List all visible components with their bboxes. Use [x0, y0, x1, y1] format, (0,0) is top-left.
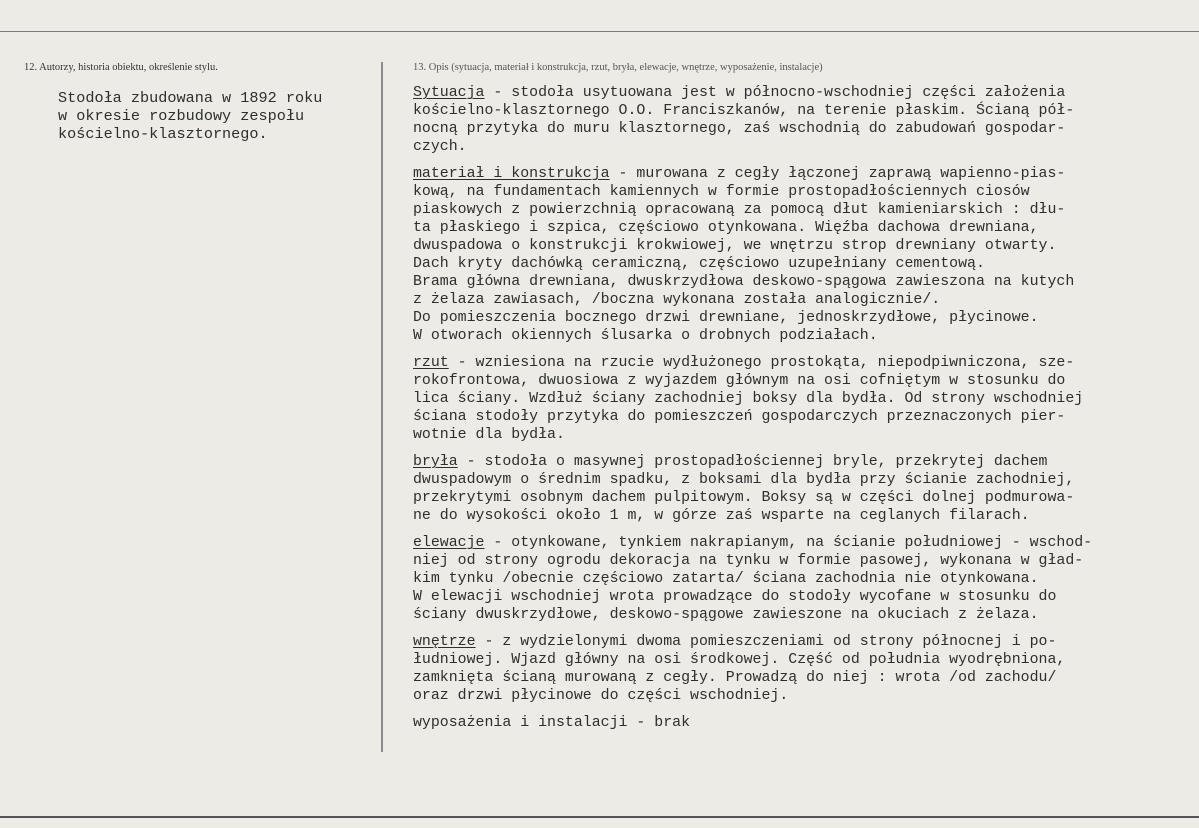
section-line: W elewacji wschodniej wrota prowadzące do stodoły wycofane w stosunku do [413, 589, 1057, 605]
history-line: Stodoła zbudowana w 1892 roku [58, 89, 323, 107]
section-line [413, 633, 1153, 651]
top-rule [0, 31, 1199, 32]
section-line: łudniowej. Wjazd główny na osi środkowej. Część od południa wyodrębniona, [413, 652, 1066, 668]
section-wnętrze [413, 633, 1153, 705]
section-line: Dach kryty dachówką ceramiczną, częściowo uzupełniany cementową. [413, 256, 985, 272]
header-description: 13. Opis (sytuacja, materiał i konstrukcja, rzut, bryła, elewacje, wnętrze, wyposażenie, instalacje) [413, 62, 823, 73]
section-text: - stodoła o masywnej prostopadłościennej bryle, przekrytej dachem [457, 454, 1048, 470]
bottom-rule [0, 816, 1199, 818]
history-line: kościelno-klasztornego. [58, 125, 268, 143]
section-sytuacja [413, 84, 1153, 156]
section-line: czych. [413, 139, 467, 155]
section-line: nocną przytyka do muru klasztornego, zaś wschodnią do zabudowań gospodar- [413, 121, 1066, 137]
section-line: Do pomieszczenia bocznego drzwi drewniane, jednoskrzydłowe, płycinowe. [413, 310, 1039, 326]
section-label: wnętrze [413, 634, 476, 650]
history-line: w okresie rozbudowy zespołu [58, 107, 305, 125]
section-line: rokofrontowa, dwuosiowa z wyjazdem głównym na osi cofniętym w stosunku do [413, 373, 1066, 389]
column-divider [381, 62, 383, 752]
section-text: - z wydzielonymi dwoma pomieszczeniami od strony północnej i po- [475, 634, 1057, 650]
section-text: - wzniesiona na rzucie wydłużonego prostokąta, niepodpiwniczona, sze- [448, 355, 1075, 371]
section-line [413, 165, 1153, 183]
section-line: Brama główna drewniana, dwuskrzydłowa deskowo-spągowa zawieszona na kutych [413, 274, 1075, 290]
description-text [413, 84, 1153, 741]
section-text: - murowana z cegły łączonej zaprawą wapienno-pias- [609, 166, 1066, 182]
section-elewacje [413, 534, 1153, 624]
section-line: z żelaza zawiasach, /boczna wykonana została analogicznie/. [413, 292, 941, 308]
section-text: - otynkowane, tynkiem nakrapianym, na ścianie południowej - wschod- [484, 535, 1093, 551]
section-line: ściany dwuskrzydłowe, deskowo-spągowe zawieszone na okuciach z żelaza. [413, 607, 1039, 623]
section-line [413, 534, 1153, 552]
section-line: kościelno-klasztornego O.O. Franciszkanów, na terenie płaskim. Ścianą pół- [413, 103, 1075, 119]
section-label: rzut [413, 355, 449, 371]
section-line: kim tynku /obecnie częściowo zatarta/ ściana zachodnia nie otynkowana. [413, 571, 1039, 587]
section-line: zamknięta ścianą murowaną z cegły. Prowadzą do niej : wrota /od zachodu/ [413, 670, 1057, 686]
section-line [413, 354, 1153, 372]
section-line: przekrytymi osobnym dachem pulpitowym. Boksy są w części dolnej podmurowa- [413, 490, 1075, 506]
section-line: niej od strony ogrodu dekoracja na tynku w formie pasowej, wykonana w gład- [413, 553, 1084, 569]
section-label: materiał i konstrukcja [413, 166, 610, 182]
section-wyposazenie [413, 714, 1153, 732]
section-line: dwuspadowa o konstrukcji krokwiowej, we wnętrzu strop drewniany otwarty. [413, 238, 1057, 254]
section-label: elewacje [413, 535, 485, 551]
section-line: wyposażenia i instalacji - brak [413, 715, 691, 731]
section-text: - stodoła usytuowana jest w północno-wschodniej części założenia [484, 85, 1066, 101]
section-label: Sytuacja [413, 85, 485, 101]
history-text [58, 89, 368, 143]
section-line: lica ściany. Wzdłuż ściany zachodniej boksy dla bydła. Od strony wschodniej [413, 391, 1084, 407]
section-label: bryła [413, 454, 458, 470]
section-line: kową, na fundamentach kamiennych w formie prostopadłościennych ciosów [413, 184, 1030, 200]
section-line: dwuspadowym o średnim spadku, z boksami dla bydła przy ścianie zachodniej, [413, 472, 1075, 488]
section-line: piaskowych z powierzchnią opracowaną za pomocą dłut kamieniarskich : dłu- [413, 202, 1066, 218]
section-line: W otworach okiennych ślusarka o drobnych podziałach. [413, 328, 878, 344]
section-line: ściana stodoły przytyka do pomieszczeń gospodarczych przeznaczonych pier- [413, 409, 1066, 425]
section-line: ne do wysokości około 1 m, w górze zaś wsparte na ceglanych filarach. [413, 508, 1030, 524]
header-authors-history: 12. Autorzy, historia obiektu, określenie stylu. [24, 62, 218, 73]
section-bryła [413, 453, 1153, 525]
section-rzut [413, 354, 1153, 444]
section-line: oraz drzwi płycinowe do części wschodniej. [413, 688, 789, 704]
section-line [413, 84, 1153, 102]
section-line: wotnie dla bydła. [413, 427, 565, 443]
section-materiał [413, 165, 1153, 345]
section-line: ta płaskiego i szpica, częściowo otynkowana. Więźba dachowa drewniana, [413, 220, 1039, 236]
section-line [413, 453, 1153, 471]
